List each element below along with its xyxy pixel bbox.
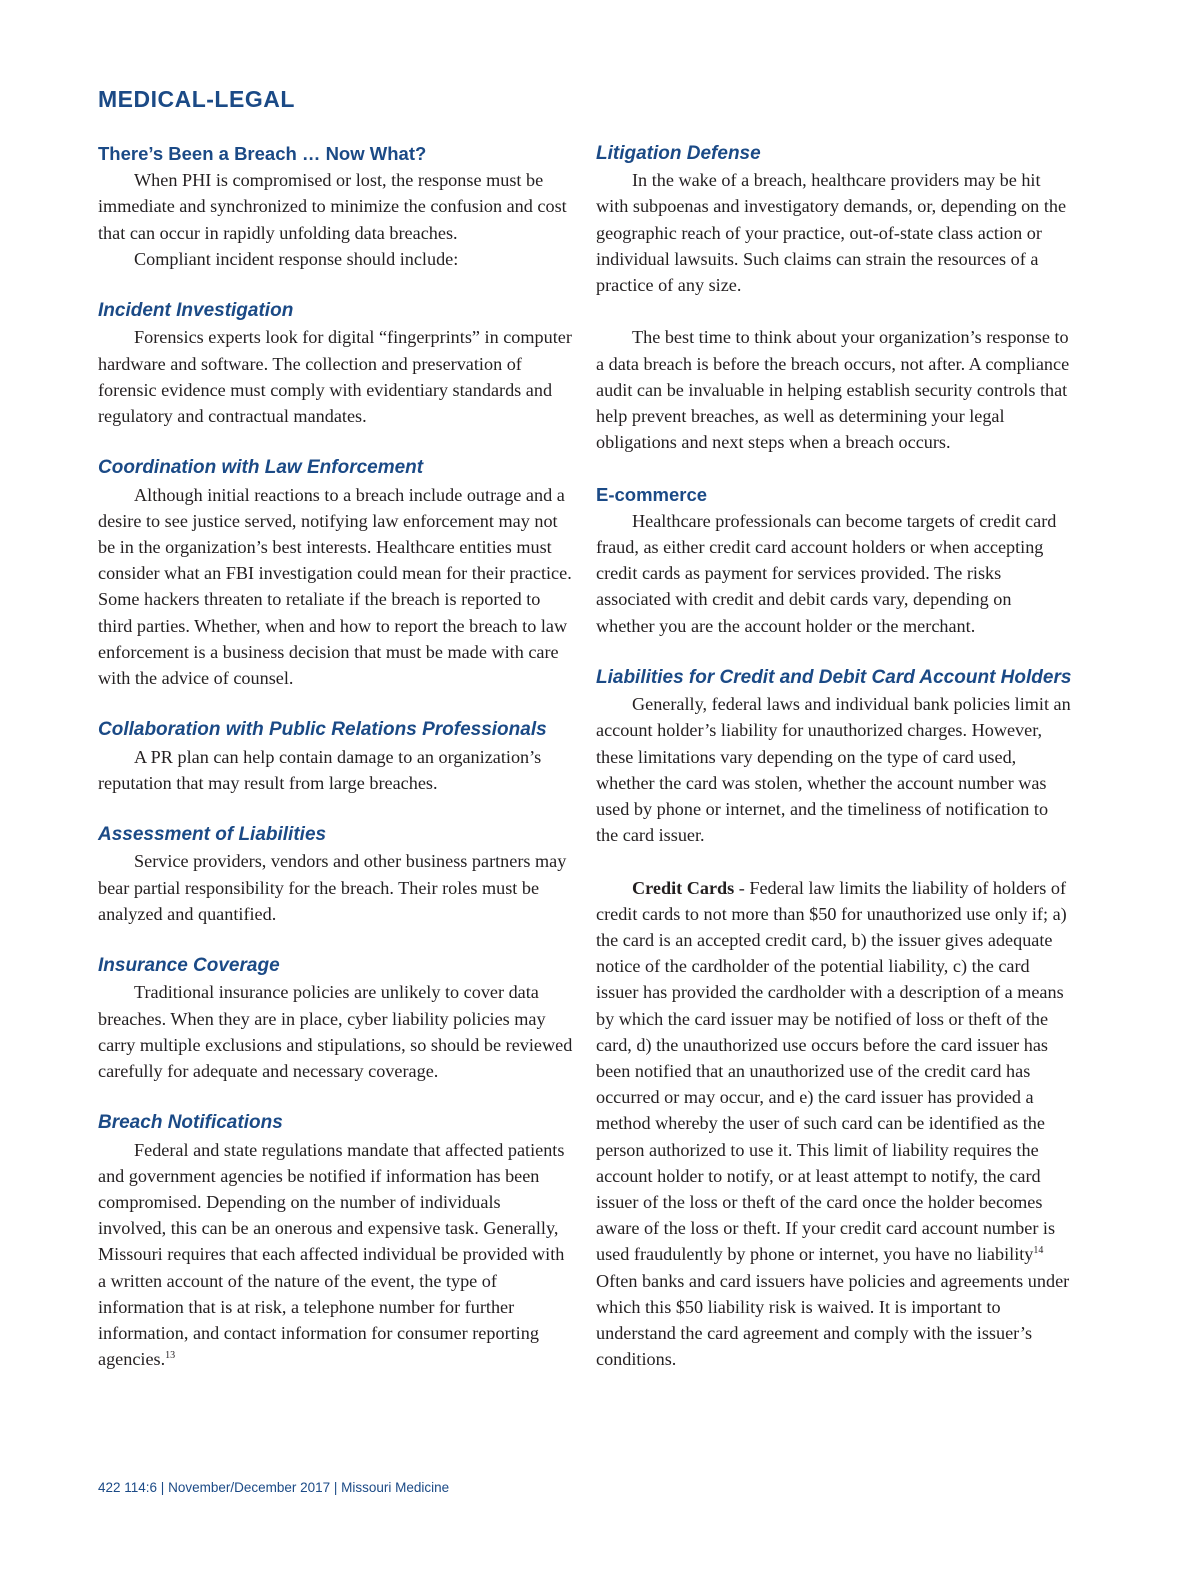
right-column — [596, 141, 1072, 1372]
notifications-text: Federal and state regulations mandate that affected patients and government agencies be notified if information has been compromised. Depending on the number of individuals involved, this can be an onerous and expensive task. Generally, Missouri requires that each affected individual be provided with a written account of the nature of the event, the type of information that is at risk, a telephone number for further information, and contact information for consumer reporting agencies. — [98, 1139, 565, 1370]
footnote-ref-13: 13 — [165, 1350, 176, 1362]
litigation-paragraph: In the wake of a breach, healthcare providers may be hit with subpoenas and investigatory demands, or, depending on the geographic reach of your practice, out-of-state class action or individual lawsuits. Such claims can strain the resources of a practice of any size. — [596, 170, 1067, 296]
heading-insurance-coverage: Insurance Coverage — [98, 955, 280, 977]
heading-incident-investigation: Incident Investigation — [98, 300, 294, 322]
law-enforcement-paragraph: Although initial reactions to a breach include outrage and a desire to see justice served, notifying law enforcement may not be in the organization’s best interests. Healthcare entities must consider what an FBI investigation could mean for their practice. Some hackers threaten to retaliate if the breach is reported to third parties. Whether, when and how to report the breach to law enforcement is a business decision that must be made with care with the advice of counsel. — [98, 484, 572, 689]
footnote-ref-14: 14 — [1033, 1245, 1044, 1257]
breach-paragraph-2: Compliant incident response should include: — [134, 248, 459, 269]
heading-ecommerce: E-commerce — [596, 483, 708, 505]
left-column — [98, 141, 573, 1372]
investigation-paragraph: Forensics experts look for digital “fingerprints” in computer hardware and software. The collection and preservation of forensic evidence must comply with evidentiary standards and regulatory and contractual mandates. — [98, 327, 572, 427]
ecommerce-paragraph: Healthcare professionals can become targets of credit card fraud, as either credit card account holders or when accepting credit cards as payment for services provided. The risks associated with credit and debit cards vary, depending on whether you are the account holder or the merchant. — [596, 510, 1057, 636]
card-liabilities-paragraph: Generally, federal laws and individual bank policies limit an account holder’s liability for unauthorized charges. However, these limitations vary depending on the type of card used, whether the card was stolen, whether the account number was used by phone or internet, and the timeliness of notification to the card issuer. — [596, 694, 1071, 846]
heading-public-relations: Collaboration with Public Relations Professionals — [98, 719, 547, 741]
credit-cards-paragraph — [596, 875, 1072, 1373]
heading-breach-notifications: Breach Notifications — [98, 1112, 283, 1134]
credit-cards-label: Credit Cards — [632, 877, 735, 898]
credit-cards-text-2: Often banks and card issuers have policies and agreements under which this $50 liability risk is waived. It is important to understand the card agreement and comply with the issuer’s conditions. — [596, 1270, 1070, 1370]
insurance-paragraph: Traditional insurance policies are unlikely to cover data breaches. When they are in place, cyber liability policies may carry multiple exclusions and stipulations, so should be reviewed carefully for adequate and necessary coverage. — [98, 982, 573, 1082]
notifications-paragraph — [98, 1137, 573, 1373]
public-relations-paragraph: A PR plan can help contain damage to an organization’s reputation that may result from large breaches. — [98, 746, 542, 793]
liabilities-paragraph: Service providers, vendors and other business partners may bear partial responsibility for the breach. Their roles must be analyzed and quantified. — [98, 851, 567, 924]
heading-assessment-liabilities: Assessment of Liabilities — [98, 824, 327, 846]
best-time-paragraph: The best time to think about your organization’s response to a data breach is before the breach occurs, not after. A compliance audit can be invaluable in helping establish security controls that help prevent breaches, as well as determining your legal obligations and next steps when a breach occurs. — [596, 327, 1070, 453]
section-title: MEDICAL-LEGAL — [98, 86, 295, 112]
breach-paragraph-1: When PHI is compromised or lost, the response must be immediate and synchronized to minimize the confusion and cost that can occur in rapidly unfolding data breaches. — [98, 170, 567, 243]
credit-cards-text-1: - Federal law limits the liability of holders of credit cards to not more than $50 for unauthorized use only if; a) the card is an accepted credit card, b) the issuer gives adequate notice of the cardholder of the potential liability, c) the card issuer has provided the cardholder with a description of a means by which the card issuer may be notified of loss or theft of the card, d) the unauthorized use occurs before the card issuer has been notified that an unauthorized use of the credit card has occurred or may occur, and e) the card issuer has provided a method whereby the user of such card can be identified as the person authorized to use it. This limit of liability requires the account holder to notify, or at least attempt to notify, the card issuer of the loss or theft of the card once the holder becomes aware of the loss or theft. If your credit card account number is used fraudulently by phone or internet, you have no liability — [596, 877, 1067, 1265]
page-footer: 422 114:6 | November/December 2017 | Missouri Medicine — [98, 1480, 450, 1495]
heading-card-liabilities: Liabilities for Credit and Debit Card Account Holders — [596, 667, 1072, 689]
heading-breach: There’s Been a Breach … Now What? — [98, 143, 427, 164]
heading-law-enforcement: Coordination with Law Enforcement — [98, 457, 424, 479]
heading-litigation-defense: Litigation Defense — [596, 143, 761, 164]
